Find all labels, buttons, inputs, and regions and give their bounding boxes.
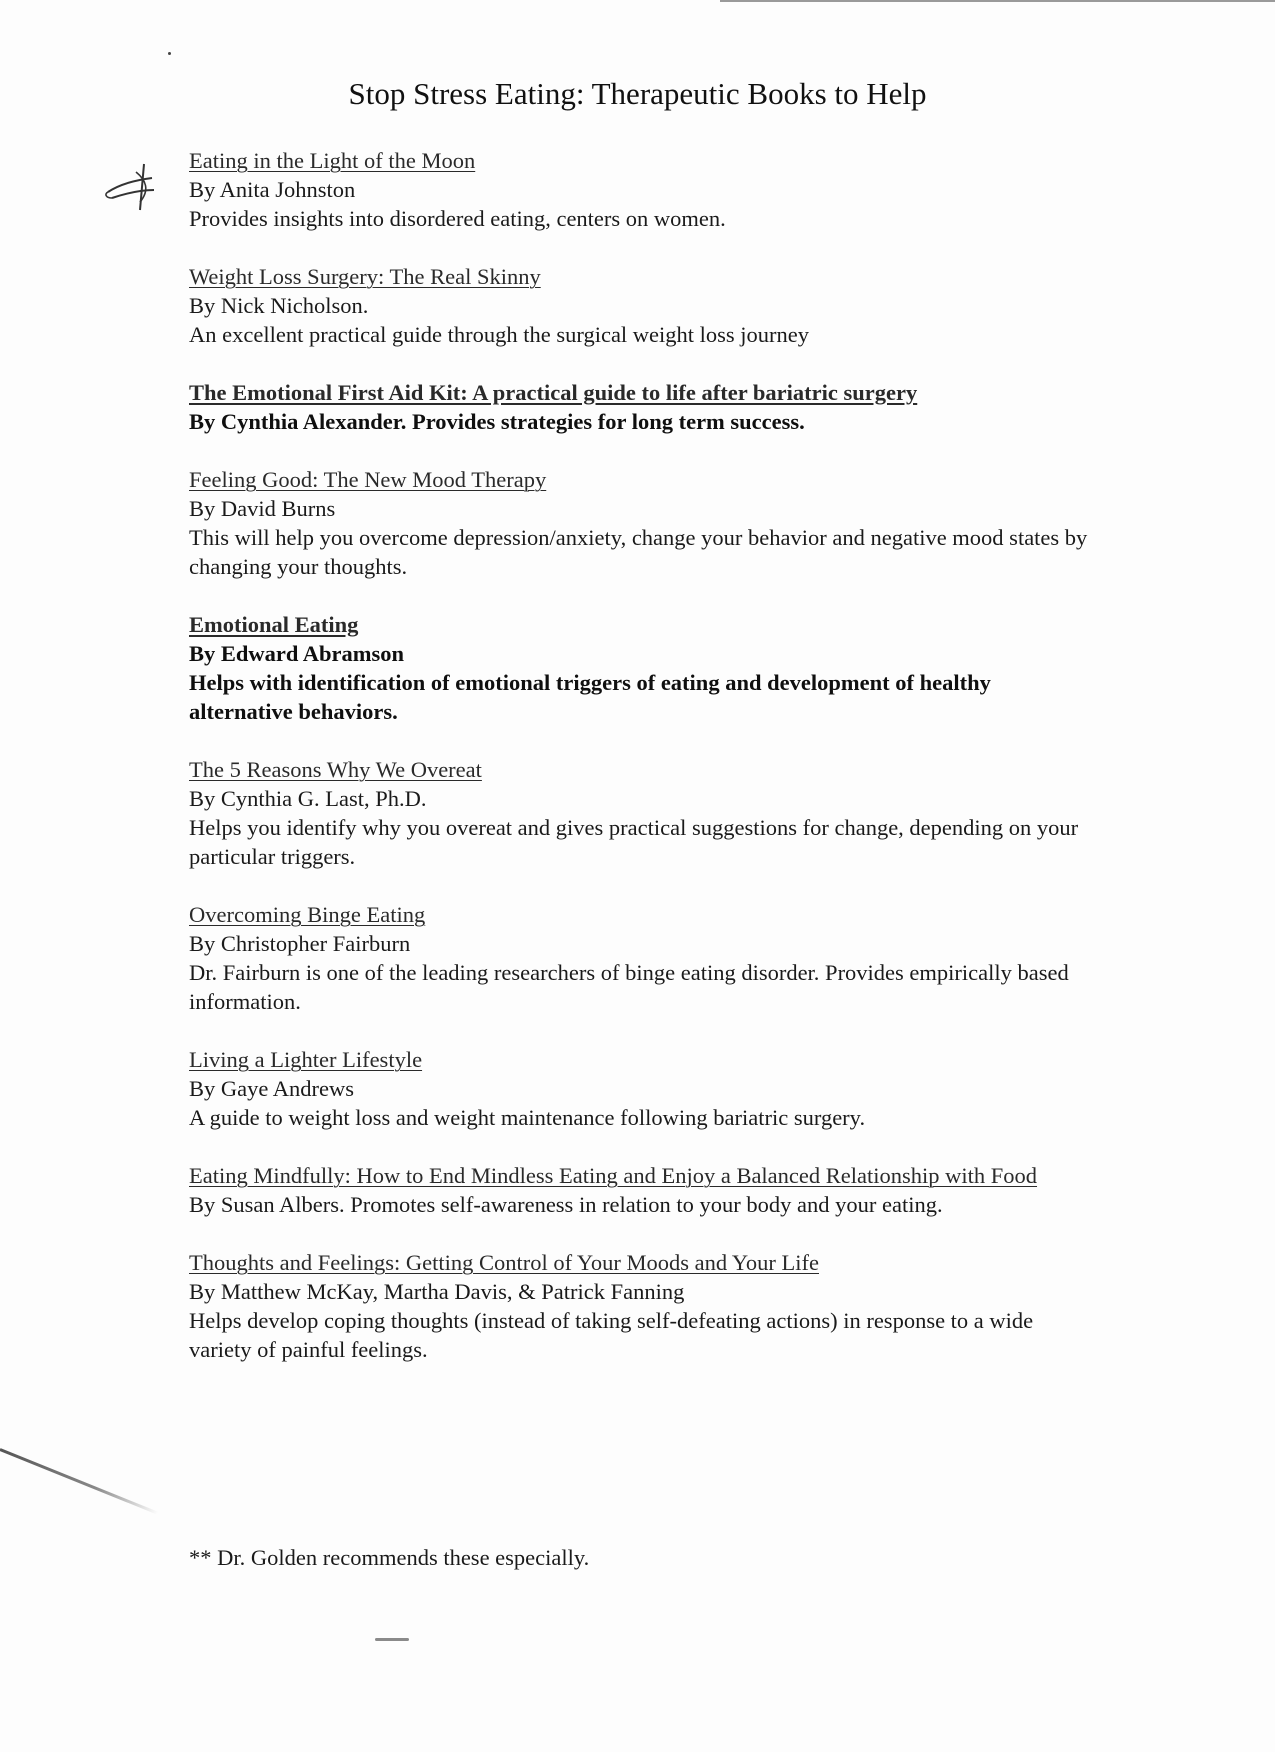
book-author: By Matthew McKay, Martha Davis, & Patrick Fanning bbox=[189, 1279, 685, 1304]
handwritten-star-mark bbox=[100, 150, 170, 220]
book-description: Provides insights into disordered eating, centers on women. bbox=[189, 206, 726, 231]
book-title: Living a Lighter Lifestyle bbox=[189, 1047, 423, 1072]
book-entry bbox=[189, 900, 1089, 1016]
book-title: The Emotional First Aid Kit: A practical guide to life after bariatric surgery bbox=[189, 380, 918, 405]
scan-edge-line bbox=[720, 0, 1275, 2]
scan-smudge bbox=[375, 1638, 409, 1641]
book-description: Helps develop coping thoughts (instead of taking self-defeating actions) in response to a wide variety of painful feelings. bbox=[189, 1308, 1034, 1362]
book-description: Helps with identification of emotional triggers of eating and development of healthy alternative behaviors. bbox=[189, 670, 991, 724]
book-title: Eating Mindfully: How to End Mindless Eating and Enjoy a Balanced Relationship with Food bbox=[189, 1163, 1038, 1188]
book-title: Eating in the Light of the Moon bbox=[189, 148, 476, 173]
book-title: The 5 Reasons Why We Overeat bbox=[189, 757, 482, 782]
scan-speck bbox=[168, 52, 171, 55]
book-description: This will help you overcome depression/anxiety, change your behavior and negative mood states by changing your thoughts. bbox=[189, 525, 1088, 579]
book-author: By Edward Abramson bbox=[189, 641, 405, 666]
book-entry bbox=[189, 465, 1089, 581]
book-author: By David Burns bbox=[189, 496, 336, 521]
book-description: An excellent practical guide through the surgical weight loss journey bbox=[189, 322, 810, 347]
paper-crease bbox=[0, 1448, 158, 1514]
book-title: Emotional Eating bbox=[189, 612, 359, 637]
page-title: Stop Stress Eating: Therapeutic Books to Help bbox=[348, 76, 927, 111]
book-entry bbox=[189, 755, 1089, 871]
book-entry bbox=[189, 1045, 1089, 1132]
book-author: By Nick Nicholson. bbox=[189, 293, 369, 318]
book-entry-recommended bbox=[189, 378, 1089, 436]
book-entry bbox=[189, 146, 1089, 233]
book-title: Thoughts and Feelings: Getting Control of Your Moods and Your Life bbox=[189, 1250, 819, 1275]
book-author: By Christopher Fairburn bbox=[189, 931, 411, 956]
book-author: By Anita Johnston bbox=[189, 177, 356, 202]
book-author: By Cynthia G. Last, Ph.D. bbox=[189, 786, 427, 811]
book-author: By Susan Albers. Promotes self-awareness in relation to your body and your eating. bbox=[189, 1192, 943, 1217]
book-title: Feeling Good: The New Mood Therapy bbox=[189, 467, 547, 492]
book-title: Weight Loss Surgery: The Real Skinny bbox=[189, 264, 541, 289]
book-title: Overcoming Binge Eating bbox=[189, 902, 426, 927]
book-author: By Cynthia Alexander. Provides strategies for long term success. bbox=[189, 409, 805, 434]
book-list bbox=[189, 146, 1089, 1393]
footnote: ** Dr. Golden recommends these especially. bbox=[189, 1545, 590, 1570]
book-entry bbox=[189, 262, 1089, 349]
book-entry bbox=[189, 1248, 1089, 1364]
book-description: Helps you identify why you overeat and gives practical suggestions for change, depending on your particular triggers. bbox=[189, 815, 1079, 869]
book-author: By Gaye Andrews bbox=[189, 1076, 354, 1101]
book-entry bbox=[189, 1161, 1089, 1219]
book-description: A guide to weight loss and weight maintenance following bariatric surgery. bbox=[189, 1105, 866, 1130]
book-entry-recommended bbox=[189, 610, 1089, 726]
book-description: Dr. Fairburn is one of the leading researchers of binge eating disorder. Provides empirically based information. bbox=[189, 960, 1069, 1014]
